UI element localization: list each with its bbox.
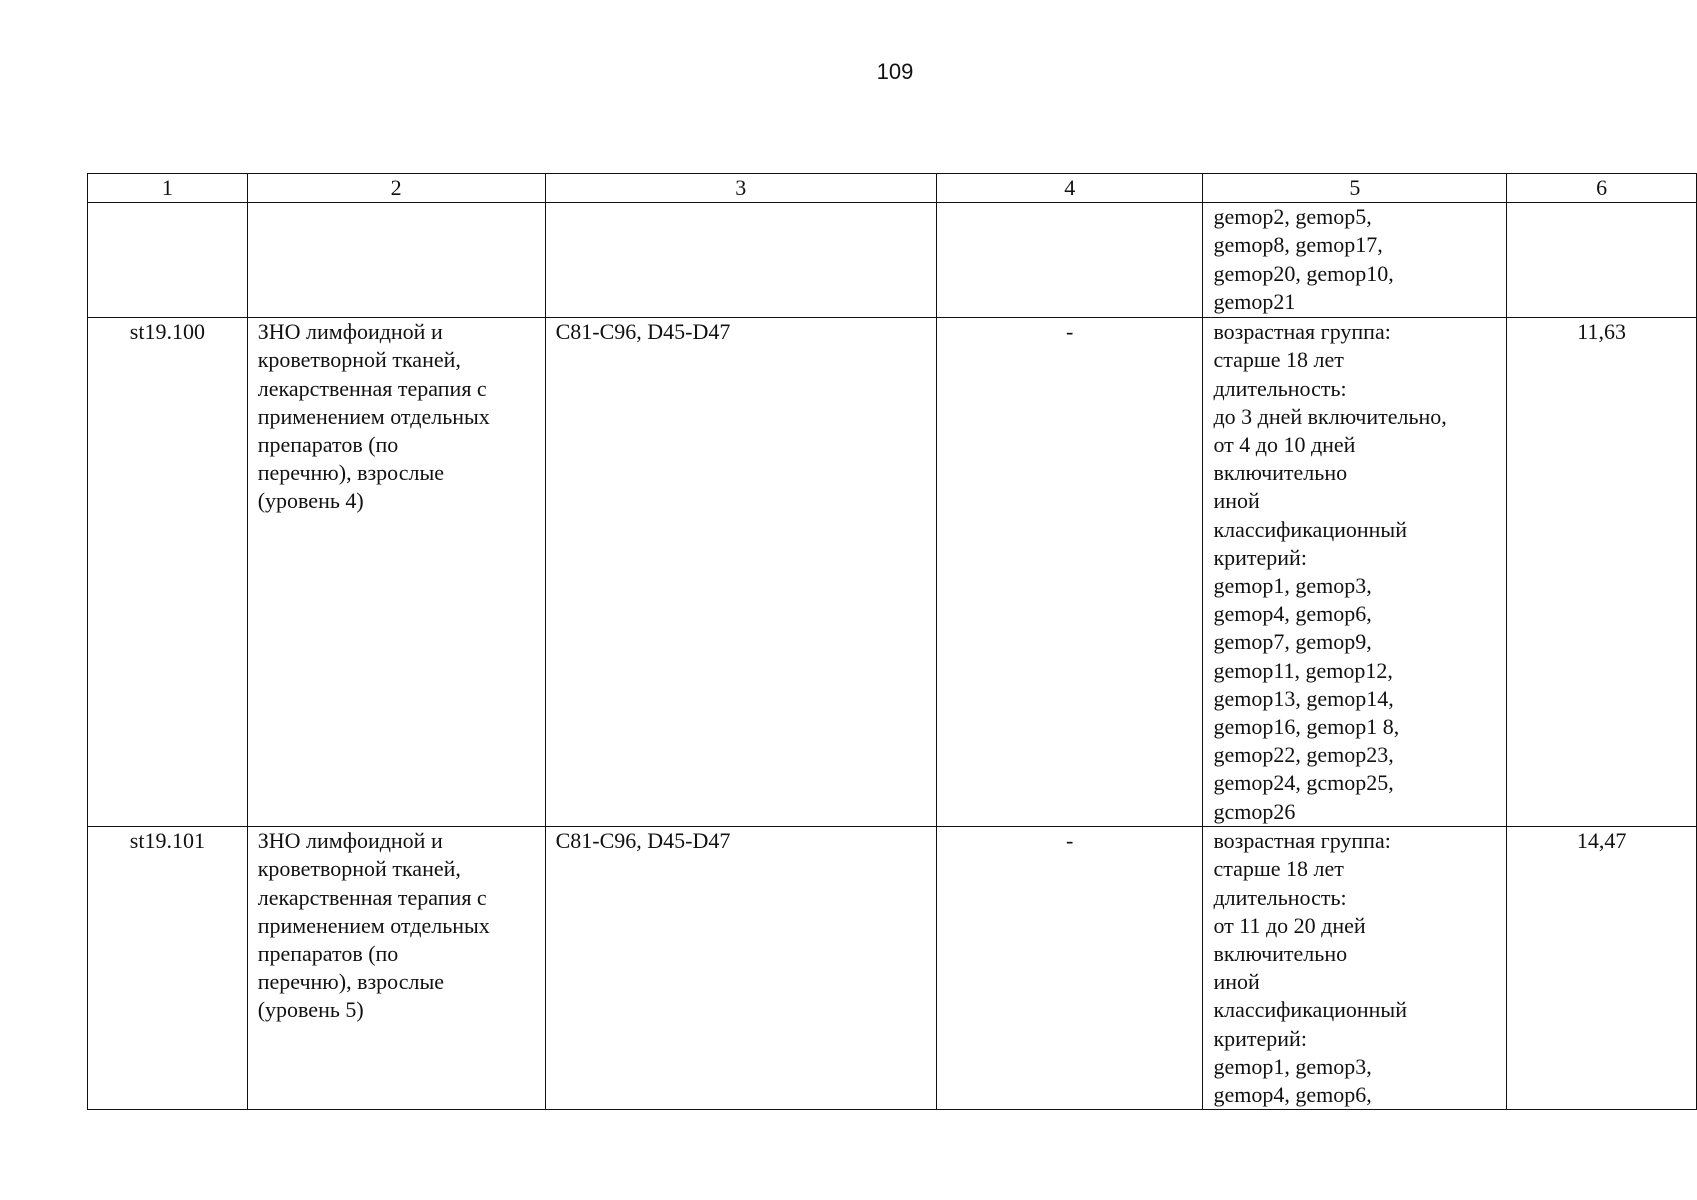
table-row-continuation <box>88 203 1697 318</box>
tariff-table <box>87 173 1697 1110</box>
table-header-row <box>88 174 1697 203</box>
cell-code <box>88 203 248 318</box>
cell-code: st19.100 <box>88 318 248 827</box>
header-col-3: 3 <box>545 174 936 203</box>
cell-coefficient: 14,47 <box>1507 827 1697 1110</box>
cell-coefficient: 11,63 <box>1507 318 1697 827</box>
cell-code: st19.101 <box>88 827 248 1110</box>
header-col-6: 6 <box>1507 174 1697 203</box>
cell-col4: - <box>936 318 1202 827</box>
header-col-2: 2 <box>247 174 545 203</box>
table-row <box>88 318 1697 827</box>
cell-icd-codes: C81-C96, D45-D47 <box>545 318 936 827</box>
cell-criteria: gemop2, gemop5, gemop8, gemop17, gemop20, gemop10, gemop21 <box>1203 203 1507 318</box>
header-col-1: 1 <box>88 174 248 203</box>
cell-coefficient <box>1507 203 1697 318</box>
cell-col4 <box>936 203 1202 318</box>
cell-criteria: возрастная группа: старше 18 лет длительность: до 3 дней включительно, от 4 до 10 дней включительно иной классификационный критерий: gemop1, gemop3, gemop4, gemop6, gemop7, gemop9, gemop11, gemop12, gemop13, gemop14, gemop16, gemop1 8, gemop22, gemop23, gemop24, gcmop25, gcmop26 <box>1203 318 1507 827</box>
cell-col4: - <box>936 827 1202 1110</box>
cell-icd-codes: C81-C96, D45-D47 <box>545 827 936 1110</box>
cell-criteria: возрастная группа: старше 18 лет длительность: от 11 до 20 дней включительно иной классификационный критерий: gemop1, gemop3, gemop4, gemop6, <box>1203 827 1507 1110</box>
cell-name: ЗНО лимфоидной и кроветворной тканей, лекарственная терапия с применением отдельных препаратов (по перечню), взрослые (уровень 5) <box>247 827 545 1110</box>
cell-name <box>247 203 545 318</box>
table-row <box>88 827 1697 1110</box>
page-number: 109 <box>876 59 914 84</box>
cell-name: ЗНО лимфоидной и кроветворной тканей, лекарственная терапия с применением отдельных препаратов (по перечню), взрослые (уровень 4) <box>247 318 545 827</box>
header-col-5: 5 <box>1203 174 1507 203</box>
header-col-4: 4 <box>936 174 1202 203</box>
cell-icd-codes <box>545 203 936 318</box>
